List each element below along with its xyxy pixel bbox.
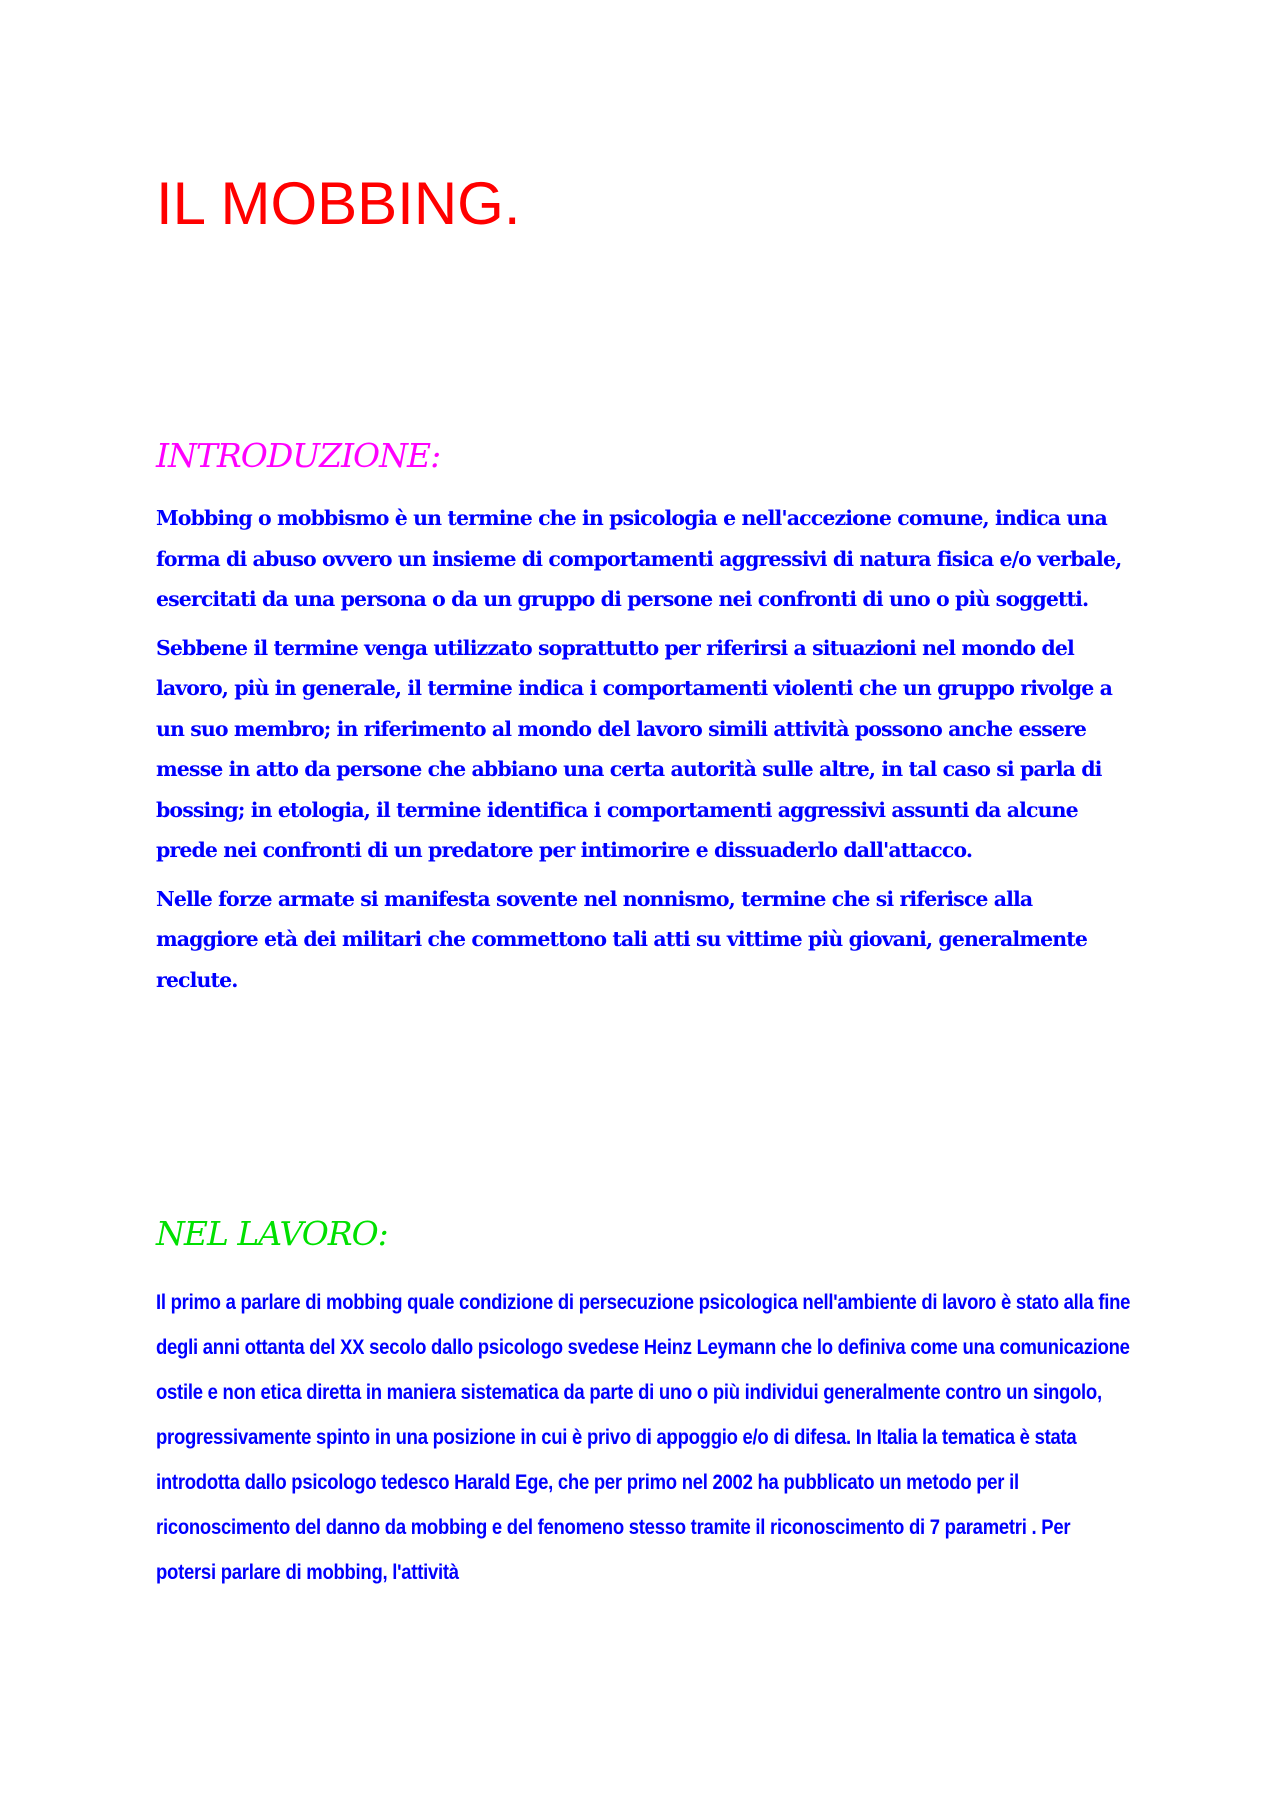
introduction-body: [156, 498, 1131, 1000]
work-paragraph: Il primo a parlare di mobbing quale condizione di persecuzione psicologica nell'ambiente di lavoro è stato alla fine degli anni ottanta del XX secolo dallo psicologo svedese Heinz Leymann che lo definiva come una comunicazione ostile e non etica diretta in maniera sistematica da parte di uno o più individui generalmente contro un singolo, progressivamente spinto in una posizione in cui è privo di appoggio e/o di difesa. In Italia la tematica è stata introdotta dallo psicologo tedesco Harald Ege, che per primo nel 2002 ha pubblicato un metodo per il riconoscimento del danno da mobbing e del fenomeno stesso tramite il riconoscimento di 7 parametri . Per potersi parlare di mobbing, l'attività: [156, 1290, 1131, 1584]
introduction-paragraph: Mobbing o mobbismo è un termine che in psicologia e nell'accezione comune, indica una forma di abuso ovvero un insieme di comportamenti aggressivi di natura fisica e/o verbale, esercitati da una persona o da un gruppo di persone nei confronti di uno o più soggetti.: [156, 506, 1122, 611]
work-body: [156, 1280, 1131, 1595]
introduction-paragraph: Sebbene il termine venga utilizzato soprattutto per riferirsi a situazioni nel mondo del lavoro, più in generale, il termine indica i comportamenti violenti che un gruppo rivolge a un suo membro; in riferimento al mondo del lavoro simili attività possono anche essere messe in atto da persone che abbiano una certa autorità sulle altre, in tal caso si parla di bossing; in etologia, il termine identifica i comportamenti aggressivi assunti da alcune prede nei confronti di un predatore per intimorire e dissuaderlo dall'attacco.: [156, 635, 1112, 862]
work-heading: NEL LAVORO:: [156, 1214, 388, 1253]
page-title: IL MOBBING.: [156, 170, 521, 237]
introduction-paragraph: Nelle forze armate si manifesta sovente nel nonnismo, termine che si riferisce alla maggiore età dei militari che commettono tali atti su vittime più giovani, generalmente reclute.: [156, 886, 1087, 992]
introduction-heading: INTRODUZIONE:: [156, 436, 441, 475]
